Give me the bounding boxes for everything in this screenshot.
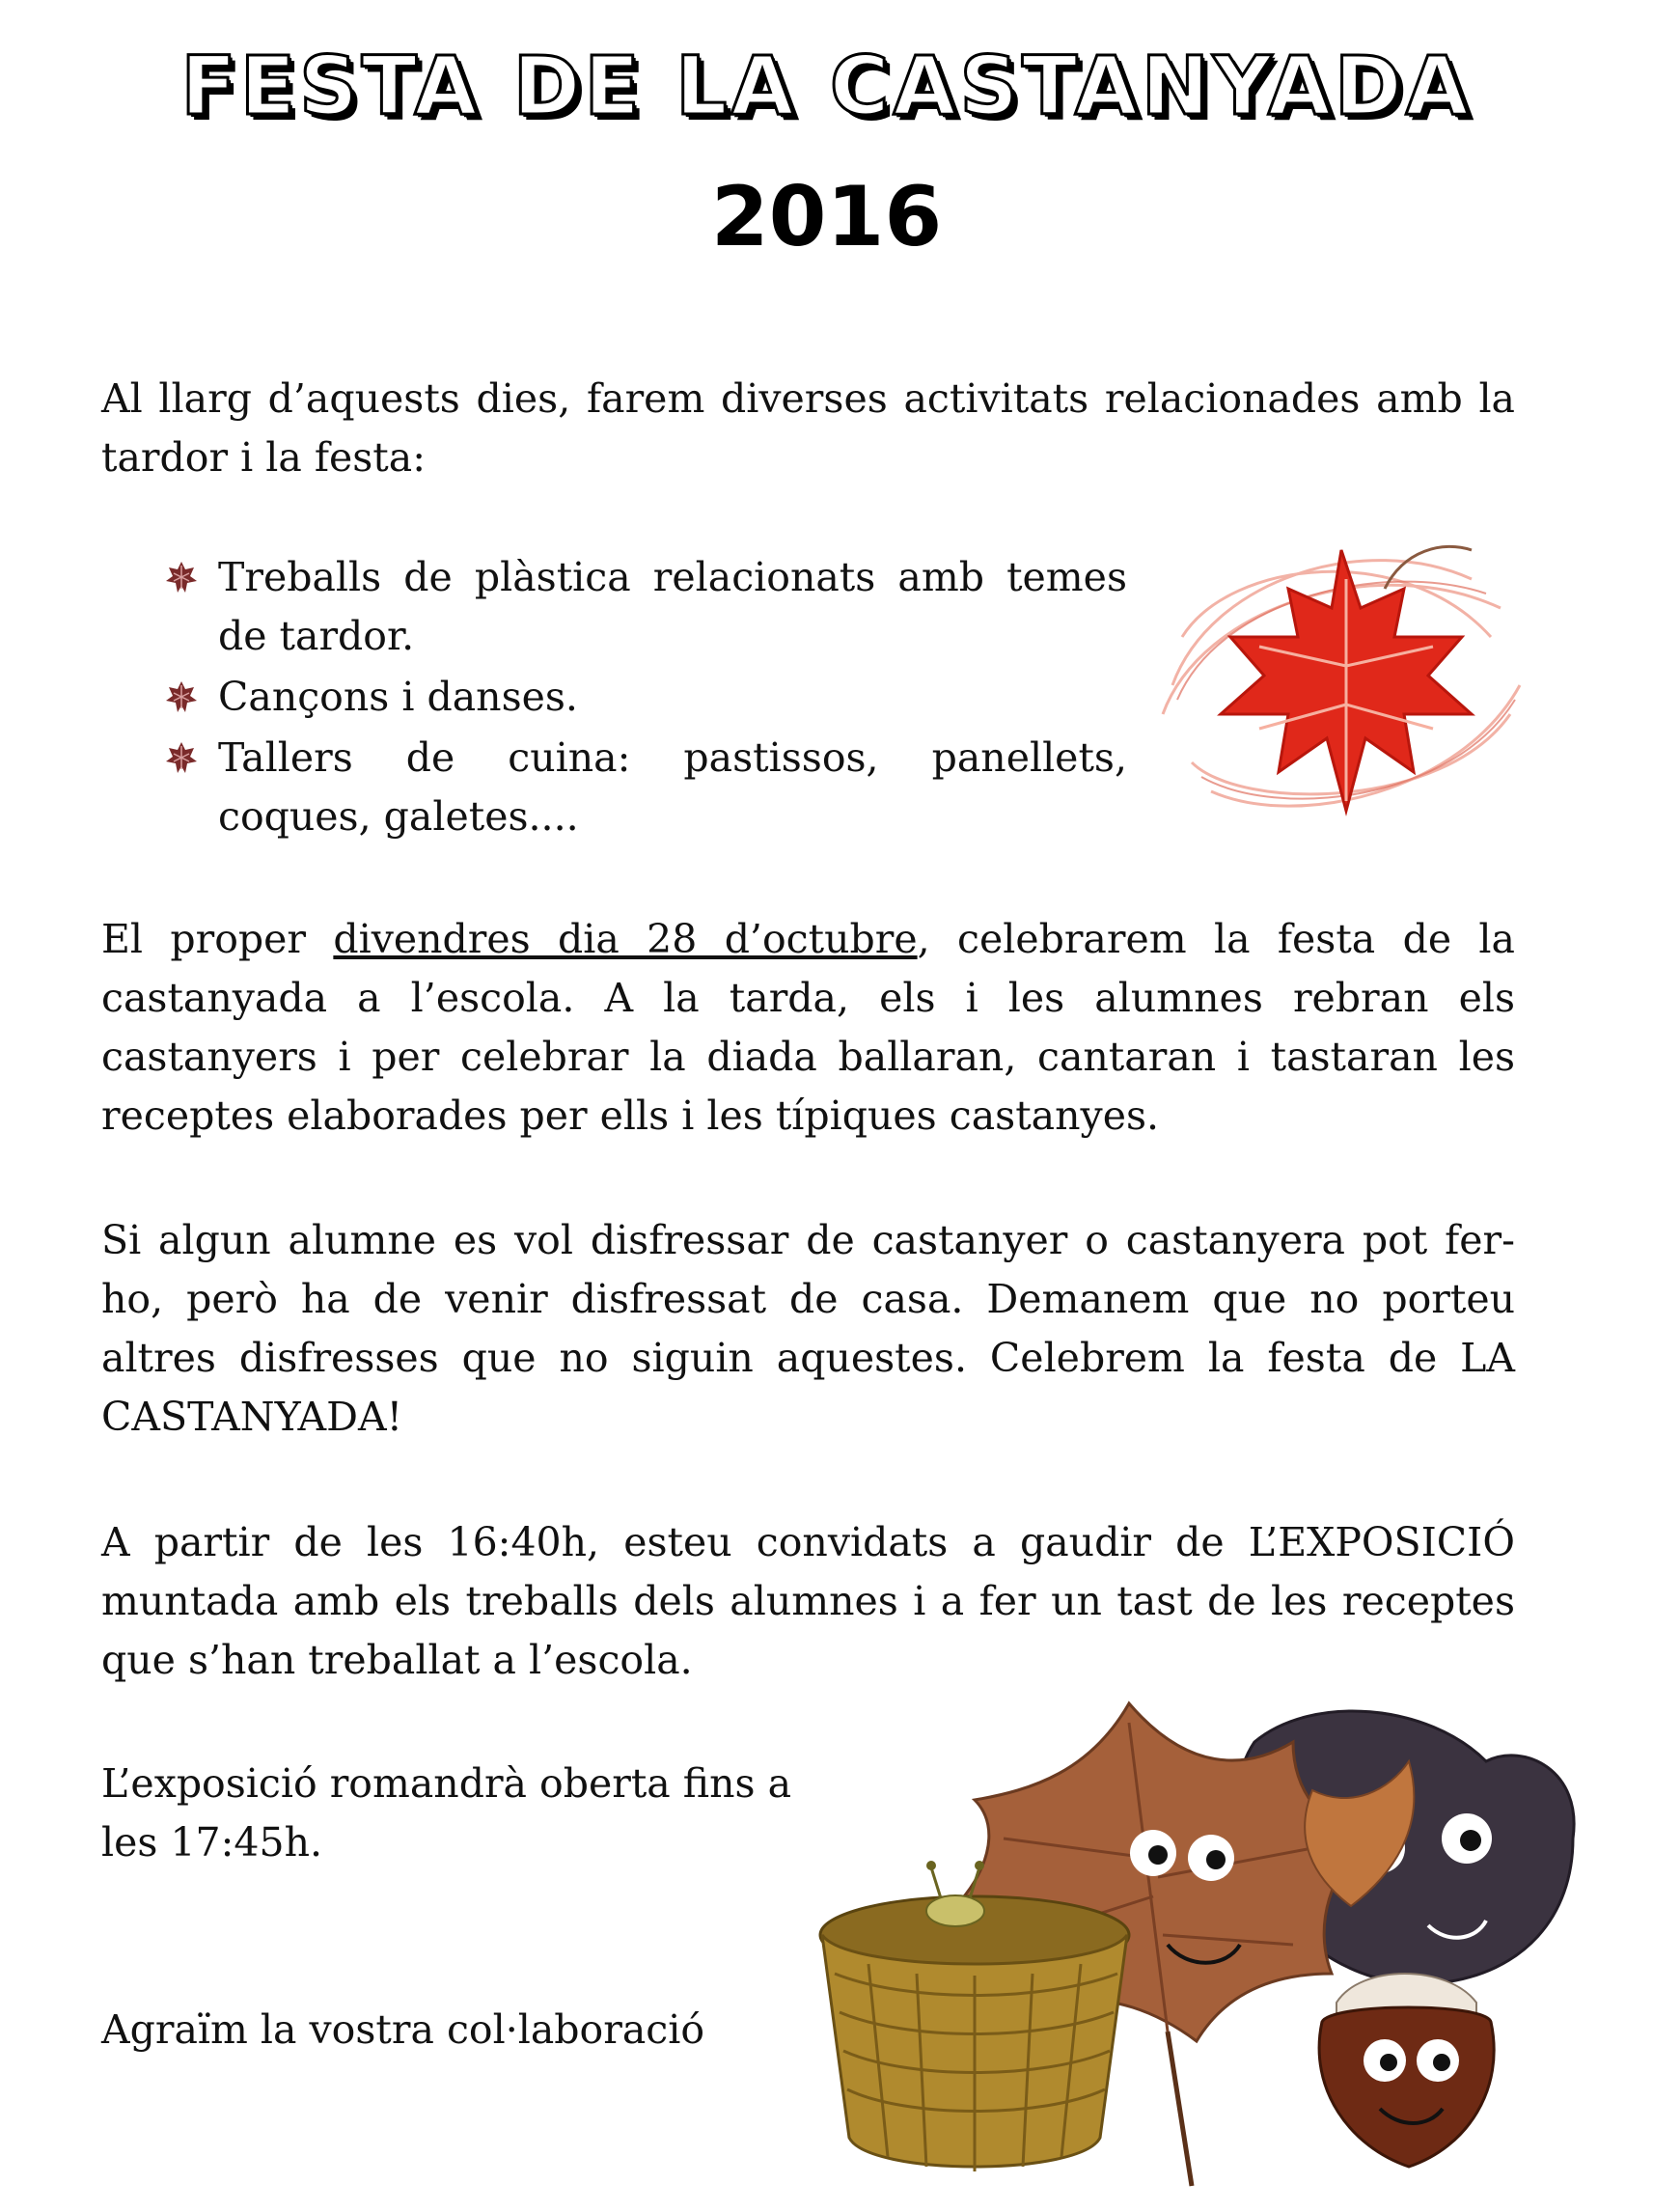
exhibition-paragraph: A partir de les 16:40h, esteu convidats a gaudir de L’EXPOSICIÓ muntada amb els treballs dels alumnes i a fer un tast de les receptes que s’han treballat a l’escola. xyxy=(101,1519,1515,1683)
leaf-bullet-icon xyxy=(164,679,199,714)
list-item xyxy=(162,729,1127,846)
activity-text: Treballs de plàstica relacionats amb temes de tardor. xyxy=(218,554,1127,659)
activity-text: Cançons i danses. xyxy=(218,674,578,720)
thanks-text: Agraïm la vostra col·laboració xyxy=(101,2006,705,2053)
intro-paragraph: Al llarg d’aquests dies, farem diverses activitats relacionades amb la tardor i la festa: xyxy=(101,375,1515,481)
list-item xyxy=(162,668,1127,727)
exhibition-hours: L’exposició romandrà oberta fins a les 17:45h. xyxy=(101,1760,792,1866)
costume-paragraph: Si algun alumne es vol disfressar de castanyer o castanyera pot fer-ho, però ha de venir disfressat de casa. Demanem que no porteu altres disfresses que no siguin aquestes. Celebrem la festa de LA CASTANYADA! xyxy=(101,1217,1515,1440)
leaf-bullet-icon xyxy=(164,560,199,594)
activity-text: Tallers de cuina: pastissos, panellets, coques, galetes.... xyxy=(218,734,1127,840)
leaf-bullet-icon xyxy=(164,740,199,775)
page-year: 2016 xyxy=(710,169,943,265)
page-title: FESTA DE LA CASTANYADA xyxy=(180,39,1473,133)
celebration-date: divendres dia 28 d’octubre xyxy=(333,916,918,962)
chestnut-characters-illustration xyxy=(811,1684,1612,2205)
celebration-paragraph xyxy=(101,910,1515,1146)
celebration-text-after: , celebrarem la festa de la castanyada a l’escola. A la tarda, els i les alumnes rebran els castanyers i per celebrar la diada ballaran, cantaran i tastaran les receptes elaborades per ells i les típiques castanyes. xyxy=(101,916,1515,1139)
maple-leaf-icon xyxy=(1153,521,1529,830)
list-item xyxy=(162,548,1127,666)
celebration-text-before: El proper xyxy=(101,916,334,962)
activities-list xyxy=(162,548,1127,848)
